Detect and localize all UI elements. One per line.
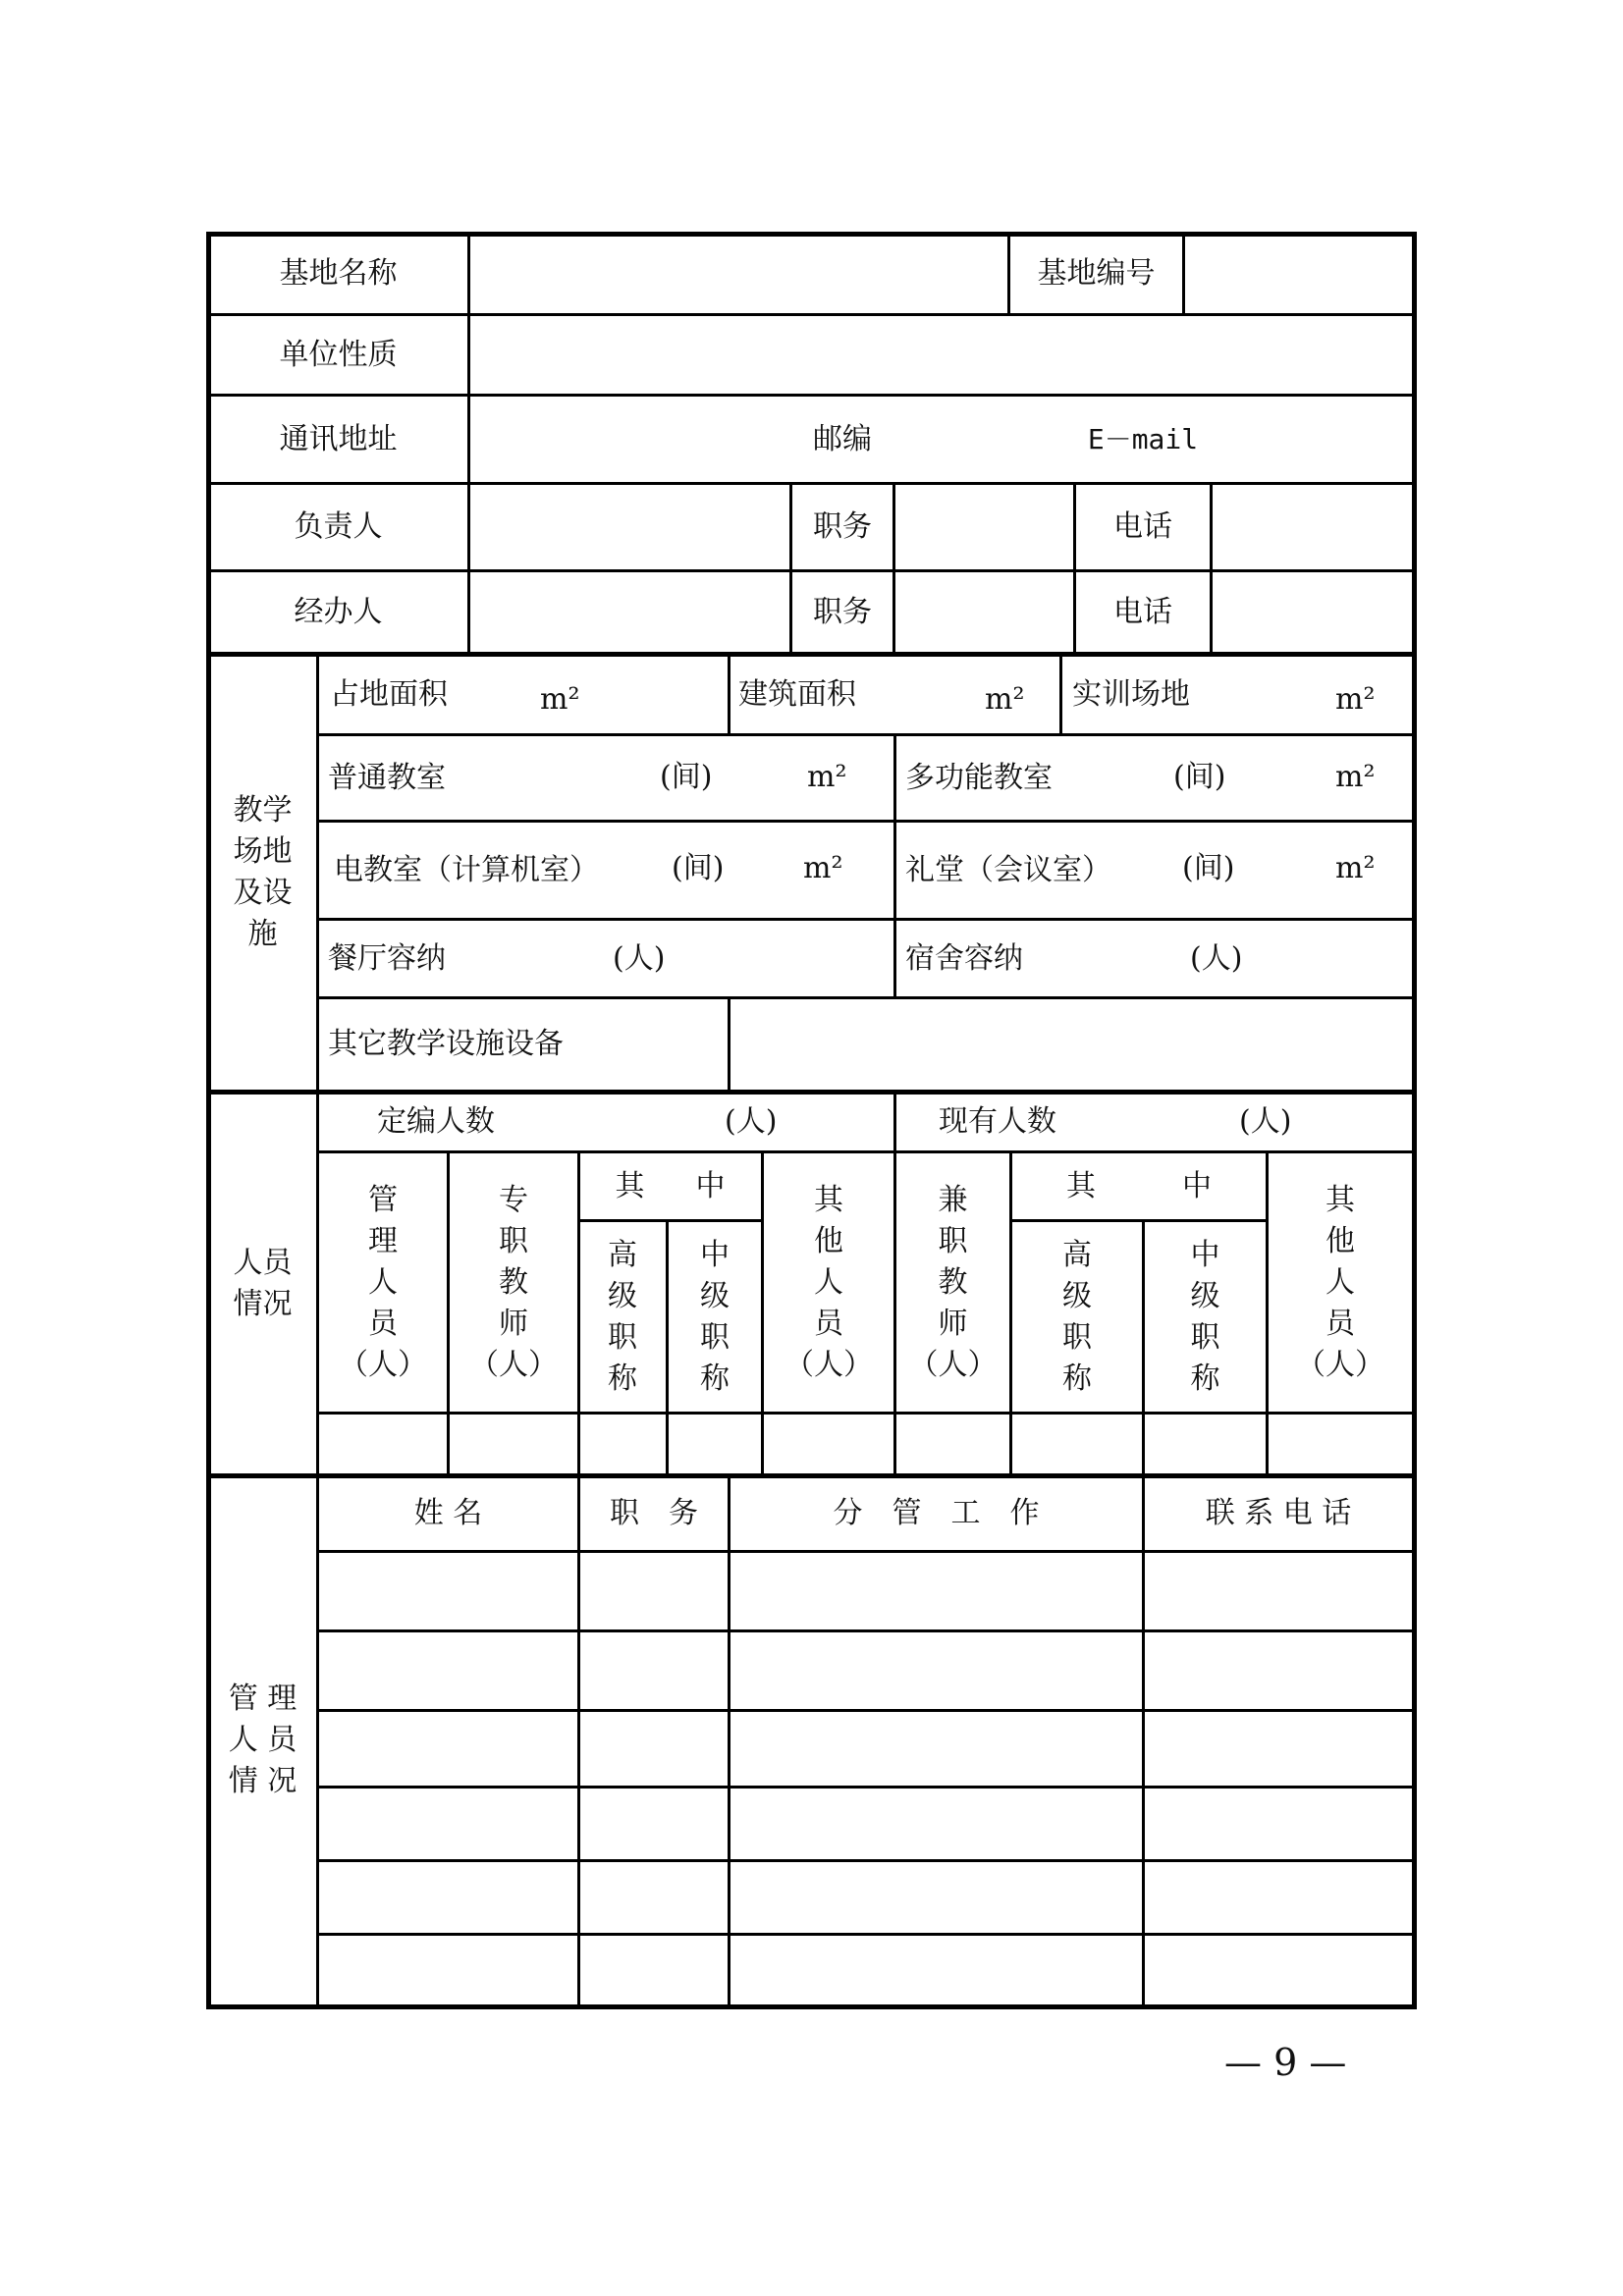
other-staff-count-1[interactable]	[764, 1415, 893, 1473]
divider	[318, 918, 1414, 921]
responsibility-field[interactable]	[730, 1789, 1142, 1859]
phone-field[interactable]	[1145, 1789, 1412, 1859]
handler-field[interactable]	[470, 572, 789, 652]
handler-label: 经办人	[294, 594, 383, 629]
name-field[interactable]	[319, 1789, 577, 1859]
building-area-unit: m²	[985, 682, 1025, 717]
char: （人）	[1296, 1347, 1384, 1382]
current-staff-label: 现有人数	[939, 1104, 1056, 1139]
title-field[interactable]	[580, 1789, 728, 1859]
col-senior-title-1	[579, 1222, 666, 1412]
title-field[interactable]	[580, 1862, 728, 1933]
name-field[interactable]	[319, 1553, 577, 1629]
char: 称	[1190, 1361, 1220, 1396]
staff-label-line: 情况	[233, 1287, 293, 1321]
col-other-staff-1	[764, 1153, 893, 1412]
header-name: 姓 名	[413, 1496, 483, 1530]
char: 级	[608, 1278, 637, 1313]
char: （人）	[339, 1347, 427, 1382]
char: 其	[1066, 1168, 1096, 1203]
char: 员	[814, 1306, 843, 1341]
staff-label-line: 人员	[233, 1246, 293, 1280]
char: 管	[368, 1182, 398, 1217]
facilities-label-line: 施	[247, 917, 278, 951]
postcode-label: 邮编	[813, 421, 872, 456]
senior-title-count-2[interactable]	[1012, 1415, 1142, 1473]
among-header-1	[579, 1153, 761, 1219]
title-field[interactable]	[580, 1712, 728, 1786]
char: 教	[938, 1264, 968, 1300]
facilities-label-line: 教学	[233, 793, 293, 828]
staff-section-label	[209, 1094, 316, 1474]
address-field[interactable]	[470, 397, 789, 482]
char: 中	[1190, 1237, 1220, 1272]
char: 他	[1325, 1223, 1355, 1258]
char: 其	[814, 1182, 843, 1217]
header-phone: 联 系 电 话	[1205, 1496, 1352, 1530]
divider	[893, 735, 896, 997]
base-name-label: 基地名称	[279, 256, 398, 291]
char: 中	[700, 1237, 730, 1272]
char: 人	[814, 1264, 843, 1300]
divider	[1059, 656, 1062, 734]
dormitory-label: 宿舍容纳	[905, 940, 1023, 976]
col-senior-title-2	[1012, 1222, 1142, 1412]
char: 其	[615, 1168, 645, 1203]
table-border-bottom	[206, 2004, 1417, 2009]
current-staff-unit: (人)	[1239, 1104, 1292, 1139]
av-classroom-label: 电教室（计算机室）	[334, 852, 599, 887]
char: 称	[608, 1361, 637, 1396]
handler-phone-label: 电话	[1113, 594, 1172, 629]
facilities-label-line: 场地	[233, 834, 293, 869]
name-field[interactable]	[319, 1936, 577, 2004]
char: 职	[608, 1319, 637, 1355]
authorized-staff-label: 定编人数	[377, 1104, 495, 1139]
land-area-label: 占地面积	[330, 676, 448, 712]
responsibility-field[interactable]	[730, 1712, 1142, 1786]
char: 称	[1062, 1361, 1092, 1396]
divider	[318, 733, 1414, 736]
middle-title-count-1[interactable]	[669, 1415, 761, 1473]
building-area-label: 建筑面积	[738, 676, 856, 712]
char: 师	[938, 1306, 968, 1341]
ordinary-classroom-label: 普通教室	[328, 760, 446, 795]
phone-field[interactable]	[1145, 1553, 1412, 1629]
canteen-label: 餐厅容纳	[328, 940, 446, 976]
management-section-label	[209, 1476, 316, 2004]
dormitory-unit: (人)	[1190, 941, 1243, 976]
char: 高	[608, 1237, 637, 1272]
ordinary-classroom-room-unit: (间)	[660, 760, 713, 794]
ordinary-classroom-area-unit: m²	[807, 760, 847, 794]
leader-phone-label: 电话	[1113, 509, 1172, 544]
among-header-2	[1012, 1153, 1266, 1219]
land-area-unit: m²	[540, 682, 580, 717]
col-middle-title-2	[1145, 1222, 1266, 1412]
management-label-line: 情 况	[228, 1764, 298, 1798]
char: 员	[368, 1306, 398, 1341]
unit-nature-label: 单位性质	[279, 337, 398, 372]
char: 高	[1062, 1237, 1092, 1272]
name-field[interactable]	[319, 1862, 577, 1933]
divider	[728, 656, 730, 734]
leader-phone-field[interactable]	[1213, 485, 1412, 569]
management-staff-count[interactable]	[319, 1415, 447, 1473]
multi-classroom-area-unit: m²	[1335, 760, 1376, 794]
phone-field[interactable]	[1145, 1862, 1412, 1933]
char: 他	[814, 1223, 843, 1258]
base-code-label: 基地编号	[1037, 256, 1156, 291]
unit-nature-field[interactable]	[470, 316, 1412, 394]
parttime-teachers-count[interactable]	[896, 1415, 1009, 1473]
authorized-staff-unit: (人)	[725, 1104, 778, 1139]
management-label-line: 人 员	[228, 1723, 298, 1757]
char: 师	[499, 1306, 528, 1341]
responsibility-field[interactable]	[730, 1553, 1142, 1629]
leader-title-field[interactable]	[895, 485, 1073, 569]
responsibility-field[interactable]	[730, 1936, 1142, 2004]
char: 中	[1182, 1168, 1212, 1203]
char: （人）	[784, 1347, 873, 1382]
title-field[interactable]	[580, 1553, 728, 1629]
name-field[interactable]	[319, 1712, 577, 1786]
auditorium-area-unit: m²	[1335, 851, 1376, 885]
char: 职	[1062, 1319, 1092, 1355]
char: 人	[1325, 1264, 1355, 1300]
char: 中	[695, 1168, 726, 1203]
handler-title-field[interactable]	[895, 572, 1073, 652]
senior-title-count-1[interactable]	[580, 1415, 666, 1473]
multi-classroom-room-unit: (间)	[1173, 760, 1226, 794]
phone-field[interactable]	[1145, 1632, 1412, 1709]
leader-title-label: 职务	[813, 509, 872, 544]
char: 职	[499, 1223, 528, 1258]
char: 级	[1190, 1278, 1220, 1313]
email-label: E－mail	[1087, 422, 1199, 455]
base-code-field[interactable]	[1185, 235, 1412, 313]
address-label: 通讯地址	[279, 421, 398, 456]
char: 教	[499, 1264, 528, 1300]
char: 职	[700, 1319, 730, 1355]
handler-title-label: 职务	[813, 594, 872, 629]
leader-label: 负责人	[294, 509, 383, 544]
col-fulltime-teachers	[450, 1153, 577, 1412]
char: （人）	[469, 1347, 558, 1382]
postcode-field[interactable]	[895, 397, 1073, 482]
multi-classroom-label: 多功能教室	[905, 760, 1053, 795]
col-management-staff	[319, 1153, 447, 1412]
col-parttime-teachers	[896, 1153, 1009, 1412]
char: 职	[938, 1223, 968, 1258]
auditorium-room-unit: (间)	[1182, 851, 1235, 885]
char: 理	[368, 1223, 398, 1258]
char: 级	[700, 1278, 730, 1313]
table-border-right	[1412, 232, 1417, 2009]
char: 职	[1190, 1319, 1220, 1355]
col-other-staff-2	[1269, 1153, 1412, 1412]
page-number: — 9 —	[1224, 2041, 1347, 2084]
char: （人）	[908, 1347, 998, 1382]
email-field[interactable]	[1213, 397, 1412, 482]
header-responsibility: 分 管 工 作	[833, 1496, 1040, 1530]
av-classroom-room-unit: (间)	[672, 851, 725, 885]
col-middle-title-1	[669, 1222, 761, 1412]
facilities-section-label	[209, 656, 316, 1090]
middle-title-count-2[interactable]	[1145, 1415, 1266, 1473]
char: 称	[700, 1361, 730, 1396]
management-label-line: 管 理	[228, 1682, 298, 1716]
facilities-label-line: 及设	[233, 876, 293, 910]
char: 级	[1062, 1278, 1092, 1313]
leader-field[interactable]	[470, 485, 789, 569]
fulltime-teachers-count[interactable]	[450, 1415, 577, 1473]
char: 兼	[938, 1182, 968, 1217]
title-field[interactable]	[580, 1936, 728, 2004]
other-equipment-label: 其它教学设施设备	[328, 1027, 564, 1061]
title-field[interactable]	[580, 1632, 728, 1709]
header-title: 职 务	[610, 1496, 698, 1530]
auditorium-label: 礼堂（会议室）	[905, 852, 1111, 887]
char: 人	[368, 1264, 398, 1300]
training-site-unit: m²	[1335, 682, 1376, 717]
training-site-label: 实训场地	[1072, 676, 1190, 712]
phone-field[interactable]	[1145, 1936, 1412, 2004]
responsibility-field[interactable]	[730, 1862, 1142, 1933]
canteen-unit: (人)	[613, 941, 666, 976]
other-staff-count-2[interactable]	[1269, 1415, 1412, 1473]
name-field[interactable]	[319, 1632, 577, 1709]
av-classroom-area-unit: m²	[803, 851, 843, 885]
other-equipment-field[interactable]	[730, 999, 1412, 1090]
char: 其	[1325, 1182, 1355, 1217]
char: 专	[499, 1182, 528, 1217]
phone-field[interactable]	[1145, 1712, 1412, 1786]
responsibility-field[interactable]	[730, 1632, 1142, 1709]
char: 员	[1325, 1306, 1355, 1341]
base-name-field[interactable]	[470, 235, 1007, 313]
handler-phone-field[interactable]	[1213, 572, 1412, 652]
